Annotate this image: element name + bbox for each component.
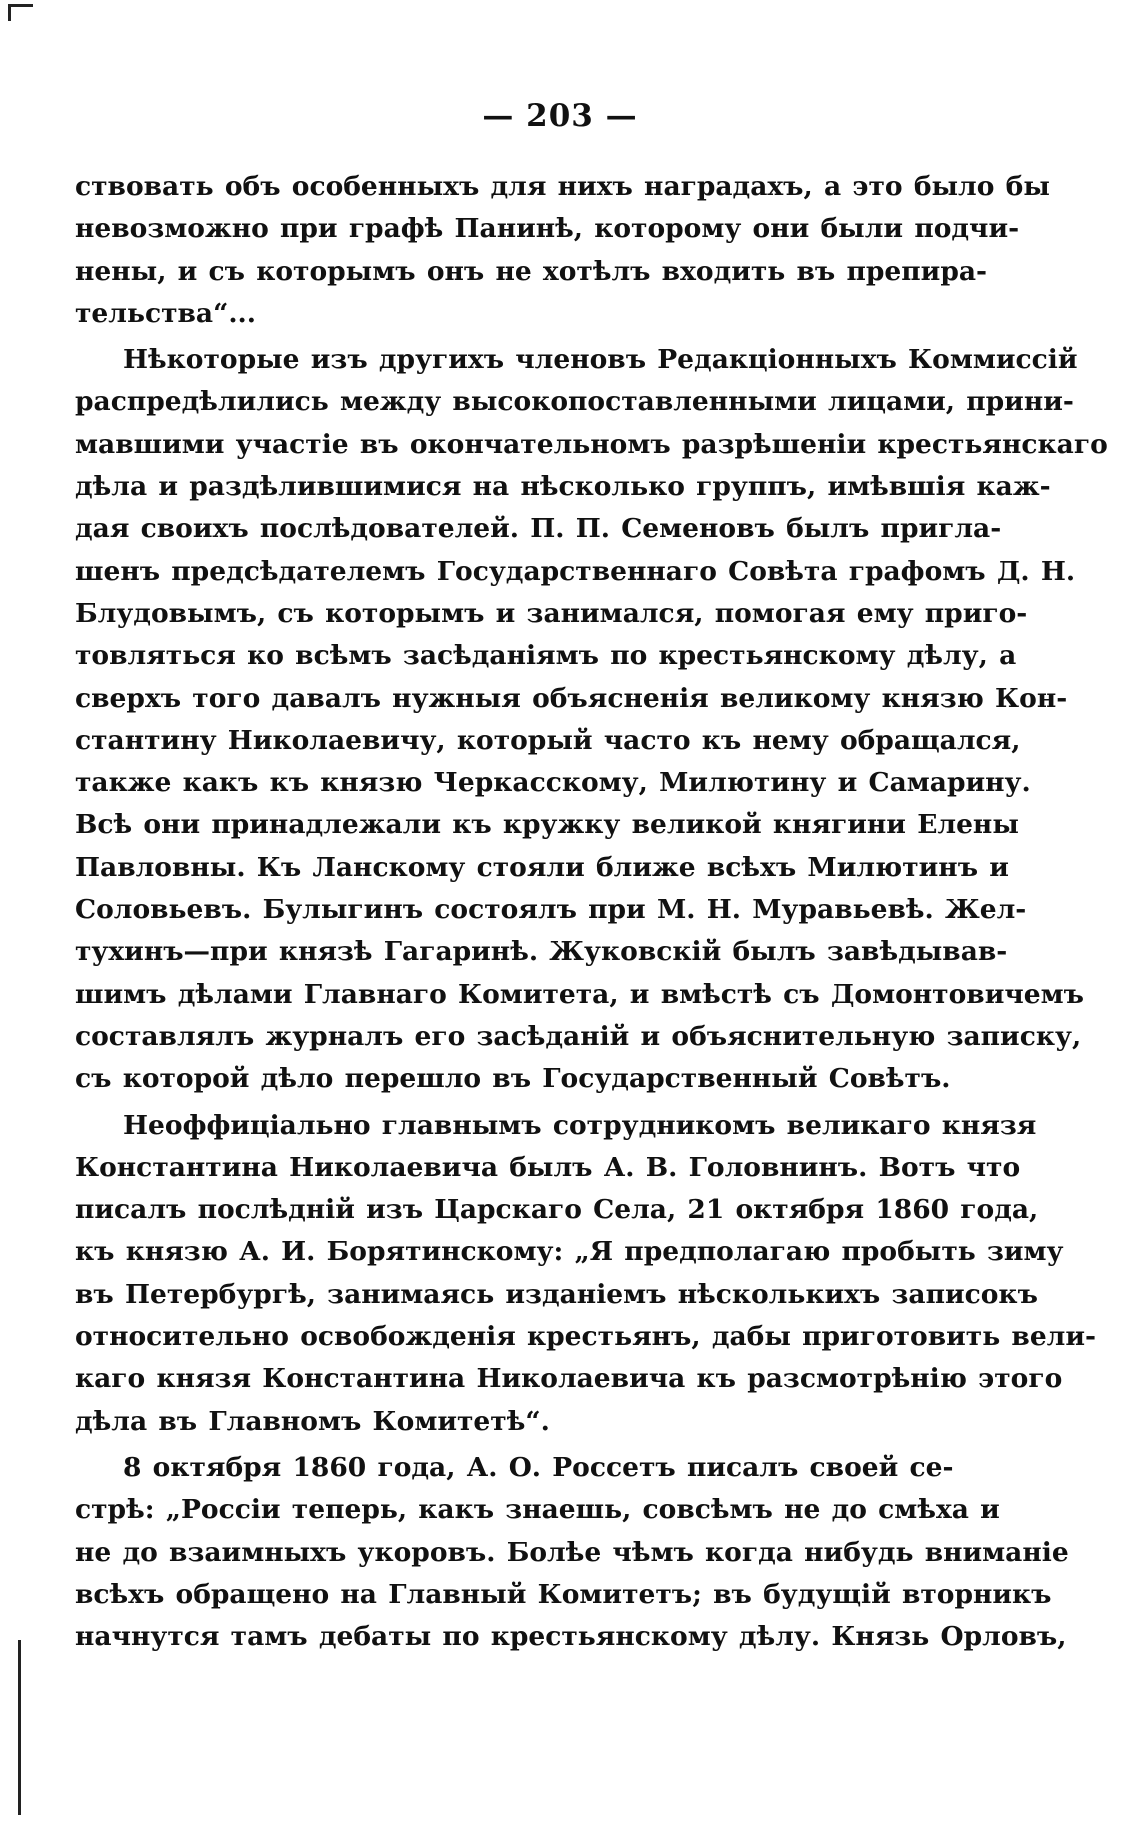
text-line: начнутся тамъ дебаты по крестьянскому дѣлу. Князь Орловъ, <box>75 1621 1067 1653</box>
text-line: каго князя Константина Николаевича къ разсмотрѣнію этого <box>75 1363 1063 1395</box>
text-line: шенъ предсѣдателемъ Государственнаго Совѣта графомъ Д. Н. <box>75 555 1076 587</box>
text-line: товляться ко всѣмъ засѣданіямъ по крестьянскому дѣлу, а <box>75 640 1017 672</box>
text-line: тухинъ—при князѣ Гагаринѣ. Жуковскій былъ завѣдывав- <box>75 936 1008 968</box>
text-line: въ Петербургѣ, занимаясь изданіемъ нѣсколькихъ записокъ <box>75 1278 1038 1310</box>
text-line: относительно освобожденія крестьянъ, дабы приготовить вели- <box>75 1321 1097 1353</box>
text-line: также какъ къ князю Черкасскому, Милютину и Самарину. <box>75 767 1031 799</box>
page-number: — 203 — <box>482 98 638 134</box>
text-line: Неоффиціально главнымъ сотрудникомъ великаго князя <box>123 1109 1037 1141</box>
text-line: стрѣ: „Россіи теперь, какъ знаешь, совсѣмъ не до смѣха и <box>75 1494 1000 1526</box>
text-line: Блудовымъ, съ которымъ и занимался, помогая ему приго- <box>75 597 1028 629</box>
text-line: къ князю А. И. Борятинскому: „Я предполагаю пробыть зиму <box>75 1236 1064 1268</box>
text-line: составлялъ журналъ его засѣданій и объяснительную записку, <box>75 1020 1082 1052</box>
text-line: сверхъ того давалъ нужныя объясненія великому князю Кон- <box>75 682 1068 714</box>
text-line: Павловны. Къ Ланскому стояли ближе всѣхъ Милютинъ и <box>75 851 1009 883</box>
text-line: шимъ дѣлами Главнаго Комитета, и вмѣстѣ съ Домонтовичемъ <box>75 978 1084 1010</box>
text-line: дая своихъ послѣдователей. П. П. Семеновъ былъ пригла- <box>75 513 1002 545</box>
text-line: не до взаимныхъ укоровъ. Болѣе чѣмъ когда нибудь вниманіе <box>75 1536 1069 1568</box>
text-line: дѣла и раздѣлившимися на нѣсколько группъ, имѣвшія каж- <box>75 471 1051 503</box>
text-line: Всѣ они принадлежали къ кружку великой княгини Елены <box>75 809 1019 841</box>
text-line: стантину Николаевичу, который часто къ нему обращался, <box>75 724 1021 756</box>
text-line: 8 октября 1860 года, А. О. Россетъ писалъ своей се- <box>123 1451 954 1483</box>
text-line: распредѣлились между высокопоставленными лицами, прини- <box>75 386 1074 418</box>
text-line: Соловьевъ. Булыгинъ состоялъ при М. Н. Муравьевѣ. Жел- <box>75 894 1027 926</box>
text-line: всѣхъ обращено на Главный Комитетъ; въ будущій вторникъ <box>75 1578 1052 1610</box>
text-line: нены, и съ которымъ онъ не хотѣлъ входить въ препира- <box>75 255 988 287</box>
text-line: писалъ послѣдній изъ Царскаго Села, 21 октября 1860 года, <box>75 1194 1039 1226</box>
text-line: невозможно при графѣ Панинѣ, которому они были подчи- <box>75 213 1020 245</box>
text-line: дѣла въ Главномъ Комитетѣ“. <box>75 1405 550 1437</box>
text-line: Нѣкоторые изъ другихъ членовъ Редакціонныхъ Коммиссій <box>123 344 1078 376</box>
text-line: мавшими участіе въ окончательномъ разрѣшеніи крестьянскаго <box>75 428 1108 460</box>
text-line: ствовать объ особенныхъ для нихъ наградахъ, а это было бы <box>75 171 1050 202</box>
scan-corner-mark <box>8 4 33 21</box>
body-text <box>75 166 1108 1658</box>
scan-edge-mark <box>18 1640 21 1815</box>
text-line: съ которой дѣло перешло въ Государственный Совѣтъ. <box>75 1063 951 1095</box>
text-line: тельства“... <box>75 297 257 329</box>
text-line: Константина Николаевича былъ А. В. Головнинъ. Вотъ что <box>75 1151 1021 1183</box>
